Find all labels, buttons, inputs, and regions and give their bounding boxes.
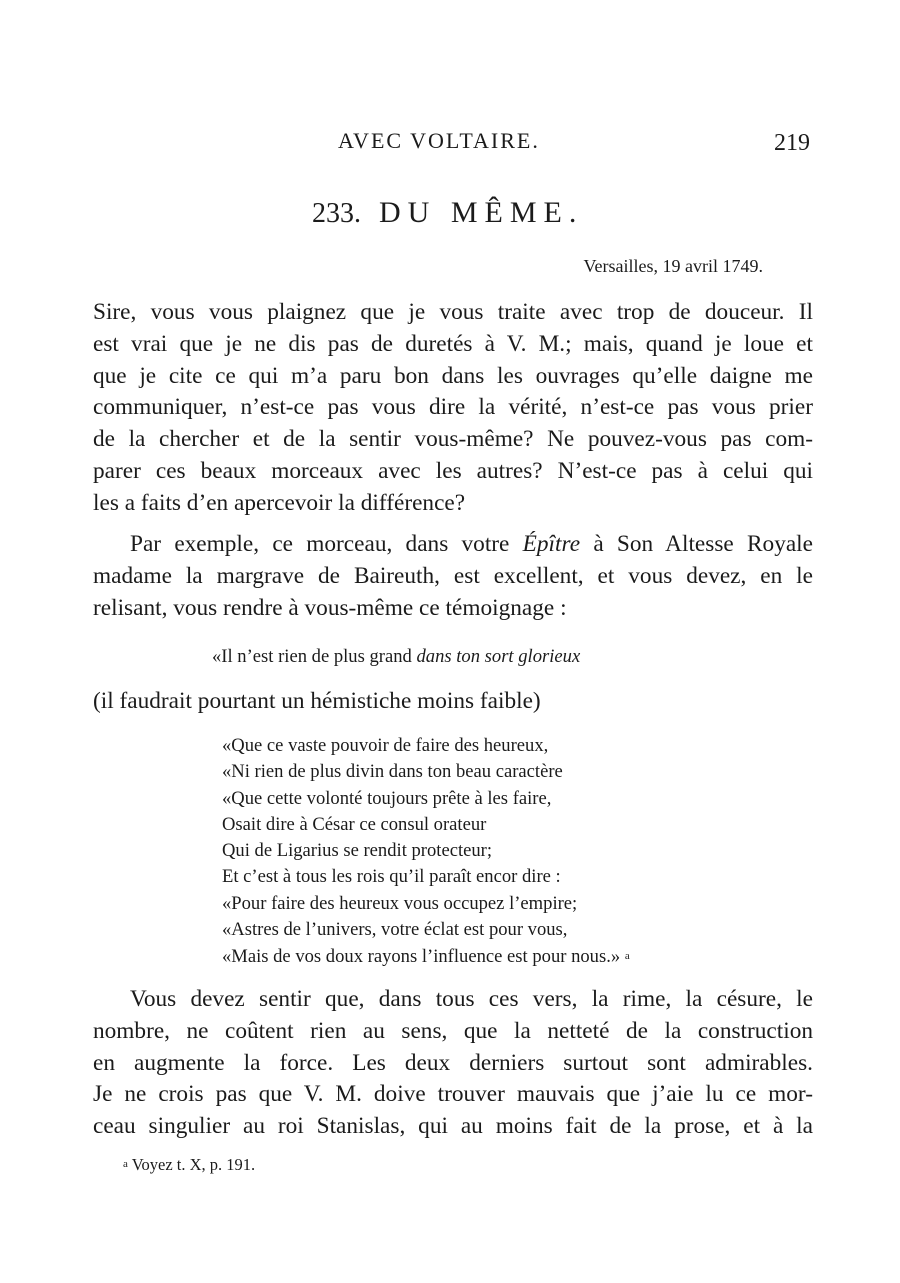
paragraph-2 [93,529,813,624]
text-line: est vrai que je ne dis pas de duretés à V. M.; mais, quand je loue et [93,330,813,357]
verse-line: «Que cette volonté toujours prête à les faire, [222,787,552,809]
text-segment: Par exemple, ce morceau, dans votre [130,531,523,557]
footnote-reference: a [624,950,630,963]
text-line: relisant, vous rendre à vous-même ce témoignage : [93,594,567,621]
page-number: 219 [774,130,810,156]
footnote-text: Voyez t. X, p. 191. [131,1155,256,1174]
verse-line: «Pour faire des heureux vous occupez l’empire; [222,892,578,914]
verse-line: «Ni rien de plus divin dans ton beau caractère [222,761,563,783]
text-line [93,529,813,561]
letter-number: 233. [312,198,361,229]
verse-block [222,733,630,971]
text-line: en augmente la force. Les deux derniers surtout sont admirables. [93,1049,813,1076]
text-line: Vous devez sentir que, dans tous ces vers, la rime, la césure, le [130,986,813,1012]
text-line: ceau singulier au roi Stanislas, qui au moins fait de la prose, et à la [93,1113,813,1140]
letter-heading [312,196,583,230]
text-line: Sire, vous vous plaignez que je vous traite avec trop de douceur. Il [93,299,813,325]
text-segment: à Son Altesse Royale [580,531,813,557]
verse-line: Et c’est à tous les rois qu’il paraît encor dire : [222,866,561,888]
paragraph-aside [93,686,813,718]
verse-italic: dans ton sort glorieux [416,646,581,667]
footnote [123,1155,255,1175]
text-line: (il faudrait pourtant un hémistiche moins faible) [93,688,541,714]
text-line: Je ne crois pas que V. M. doive trouver mauvais que j’aie lu ce mor- [93,1081,813,1108]
paragraph-1 [93,297,813,520]
paragraph-3 [93,984,813,1143]
text-line: de la chercher et de la sentir vous-même? Ne pouvez-vous pas com- [93,426,813,453]
italic-title: Épître [522,531,581,557]
dateline: Versailles, 19 avril 1749. [583,256,763,276]
verse-line: «Astres de l’univers, votre éclat est pour vous, [222,919,568,941]
letter-title: DU MÊME. [379,196,584,229]
text-line: communiquer, n’est-ce pas vous dire la vérité, n’est-ce pas vous prier [93,394,813,421]
text-line: madame la margrave de Baireuth, est excellent, et vous devez, en le [93,562,813,589]
quoted-verse-line [212,646,580,668]
verse-line: Qui de Ligarius se rendit protecteur; [222,840,493,862]
footnote-mark: a [123,1158,128,1170]
running-title: AVEC VOLTAIRE. [338,128,540,153]
text-line: les a faits d’en apercevoir la différence? [93,489,466,516]
verse-line [222,943,630,970]
verse-roman: «Il n’est rien de plus grand [212,646,417,667]
running-head [0,128,900,160]
verse-line: Osait dire à César ce consul orateur [222,813,487,835]
verse-line: «Que ce vaste pouvoir de faire des heureux, [222,735,549,756]
text-line: que je cite ce qui m’a paru bon dans les ouvrages qu’elle daigne me [93,362,813,389]
text-line: parer ces beaux morceaux avec les autres? N’est-ce pas à celui qui [93,457,813,484]
text-line: nombre, ne coûtent rien au sens, que la netteté de la construction [93,1017,813,1044]
verse-text: «Mais de vos doux rayons l’influence est pour nous.» [222,946,621,968]
